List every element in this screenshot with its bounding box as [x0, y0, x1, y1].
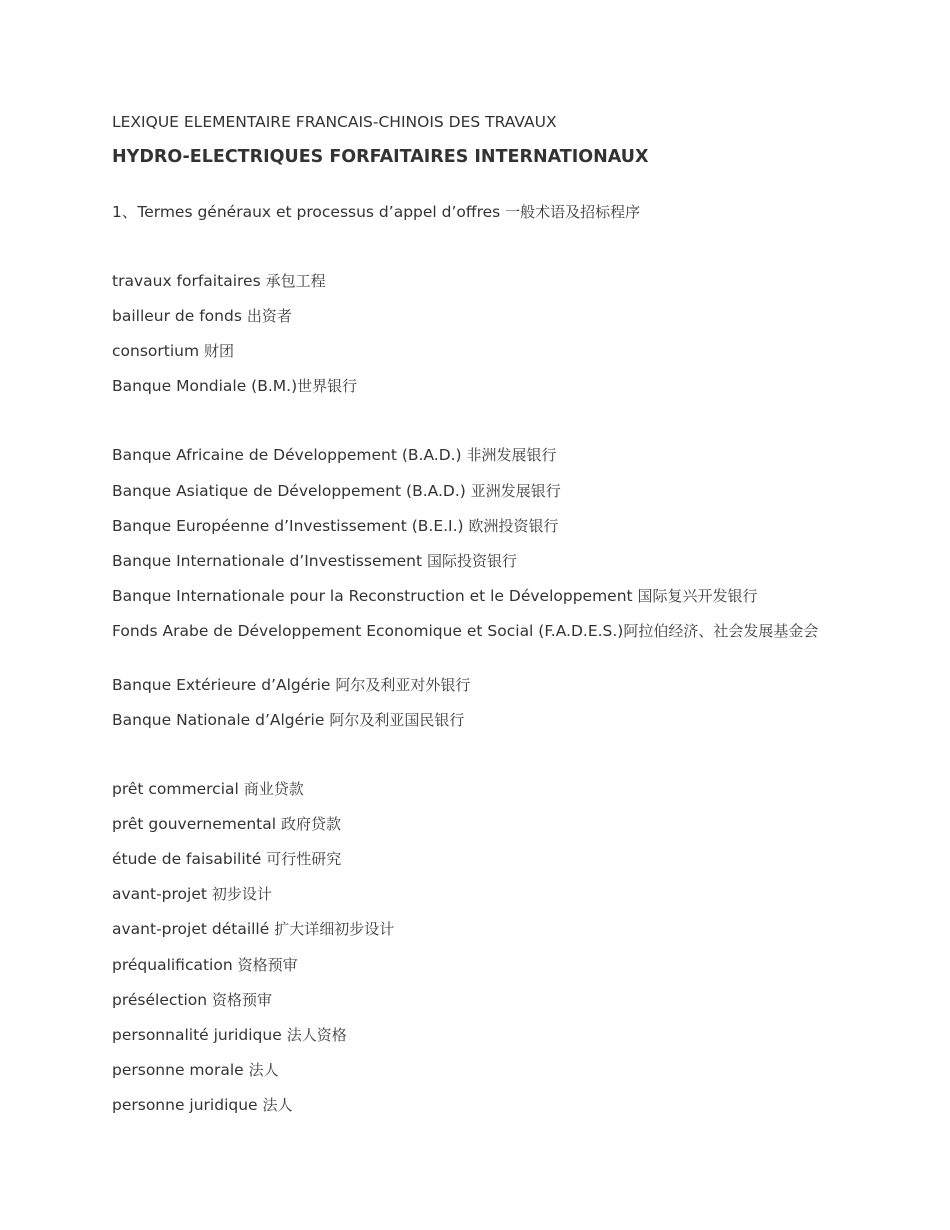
entry-chinese: 世界银行	[297, 377, 358, 395]
lexicon-entry	[112, 445, 838, 465]
entry-french: prêt gouvernemental	[112, 815, 281, 833]
entry-french: Banque Mondiale (B.M.)	[112, 377, 298, 395]
entry-chinese: 法人资格	[286, 1026, 347, 1044]
entry-chinese: 非洲发展银行	[466, 446, 557, 464]
entry-chinese: 初步设计	[211, 885, 272, 903]
entry-chinese: 阿尔及利亚对外银行	[335, 676, 471, 694]
entry-chinese: 法人	[248, 1061, 279, 1079]
lexicon-entry	[112, 621, 838, 641]
lexicon-entry	[112, 341, 838, 361]
entry-french: Banque Européenne d’Investissement (B.E.I.)	[112, 517, 469, 535]
section-heading-zh: 一般术语及招标程序	[505, 203, 641, 221]
entry-french: Banque Internationale d’Investissement	[112, 552, 427, 570]
entry-french: personnalité juridique	[112, 1026, 287, 1044]
entry-chinese: 扩大详细初步设计	[274, 920, 395, 938]
lexicon-entry	[112, 586, 838, 606]
lexicon-entry	[112, 376, 838, 396]
entry-french: prêt commercial	[112, 780, 244, 798]
document-title-line-2: HYDRO-ELECTRIQUES FORFAITAIRES INTERNATIONAUX	[112, 147, 649, 167]
entry-chinese: 资格预审	[237, 956, 298, 974]
entry-chinese: 财团	[204, 342, 235, 360]
entry-french: Banque Internationale pour la Reconstruction et le Développement	[112, 587, 638, 605]
entry-chinese: 资格预审	[212, 991, 273, 1009]
entry-french: avant-projet détaillé	[112, 920, 275, 938]
lexicon-entry	[112, 849, 838, 869]
entry-chinese: 国际投资银行	[426, 552, 517, 570]
entry-chinese: 出资者	[246, 307, 292, 325]
lexicon-entry	[112, 306, 838, 326]
lexicon-entry	[112, 271, 838, 291]
entry-chinese: 阿拉伯经济、社会发展基金会	[623, 622, 819, 640]
entry-chinese: 承包工程	[265, 272, 326, 290]
entry-french: préqualification	[112, 956, 238, 974]
entry-chinese: 欧洲投资银行	[468, 517, 559, 535]
entry-chinese: 法人	[262, 1096, 293, 1114]
entry-chinese: 亚洲发展银行	[470, 482, 561, 500]
entry-chinese: 可行性研究	[266, 850, 342, 868]
lexicon-entry	[112, 919, 838, 939]
entry-french: personne juridique	[112, 1096, 263, 1114]
lexicon-entry	[112, 710, 838, 730]
lexicon-entry	[112, 1095, 838, 1115]
entry-french: personne morale	[112, 1061, 249, 1079]
entry-french: Banque Asiatique de Développement (B.A.D.)	[112, 482, 471, 500]
entry-french: travaux forfaitaires	[112, 272, 266, 290]
entry-chinese: 政府贷款	[281, 815, 342, 833]
lexicon-entry	[112, 955, 838, 975]
entry-french: présélection	[112, 991, 213, 1009]
lexicon-entry	[112, 884, 838, 904]
lexicon-entry	[112, 990, 838, 1010]
entry-french: avant-projet	[112, 885, 212, 903]
entry-french: Banque Nationale d’Algérie	[112, 711, 330, 729]
entry-chinese: 国际复兴开发银行	[637, 587, 758, 605]
lexicon-entry	[112, 814, 838, 834]
lexicon-entry	[112, 1025, 838, 1045]
entry-french: étude de faisabilité	[112, 850, 267, 868]
document-title-line-1: LEXIQUE ELEMENTAIRE FRANCAIS-CHINOIS DES TRAVAUX	[112, 113, 557, 131]
entry-french: Fonds Arabe de Développement Economique et Social (F.A.D.E.S.)	[112, 622, 624, 640]
entry-french: consortium	[112, 342, 204, 360]
section-heading	[112, 202, 640, 222]
entry-french: bailleur de fonds	[112, 307, 247, 325]
lexicon-entry	[112, 675, 838, 695]
lexicon-entry	[112, 779, 838, 799]
lexicon-entry	[112, 516, 838, 536]
section-heading-fr: 1、Termes généraux et processus d’appel d’offres	[112, 203, 506, 221]
entry-chinese: 阿尔及利亚国民银行	[329, 711, 465, 729]
lexicon-entry	[112, 1060, 838, 1080]
lexicon-entry	[112, 481, 838, 501]
entry-french: Banque Extérieure d’Algérie	[112, 676, 336, 694]
lexicon-entry	[112, 551, 838, 571]
entry-chinese: 商业贷款	[243, 780, 304, 798]
entry-french: Banque Africaine de Développement (B.A.D.)	[112, 446, 467, 464]
